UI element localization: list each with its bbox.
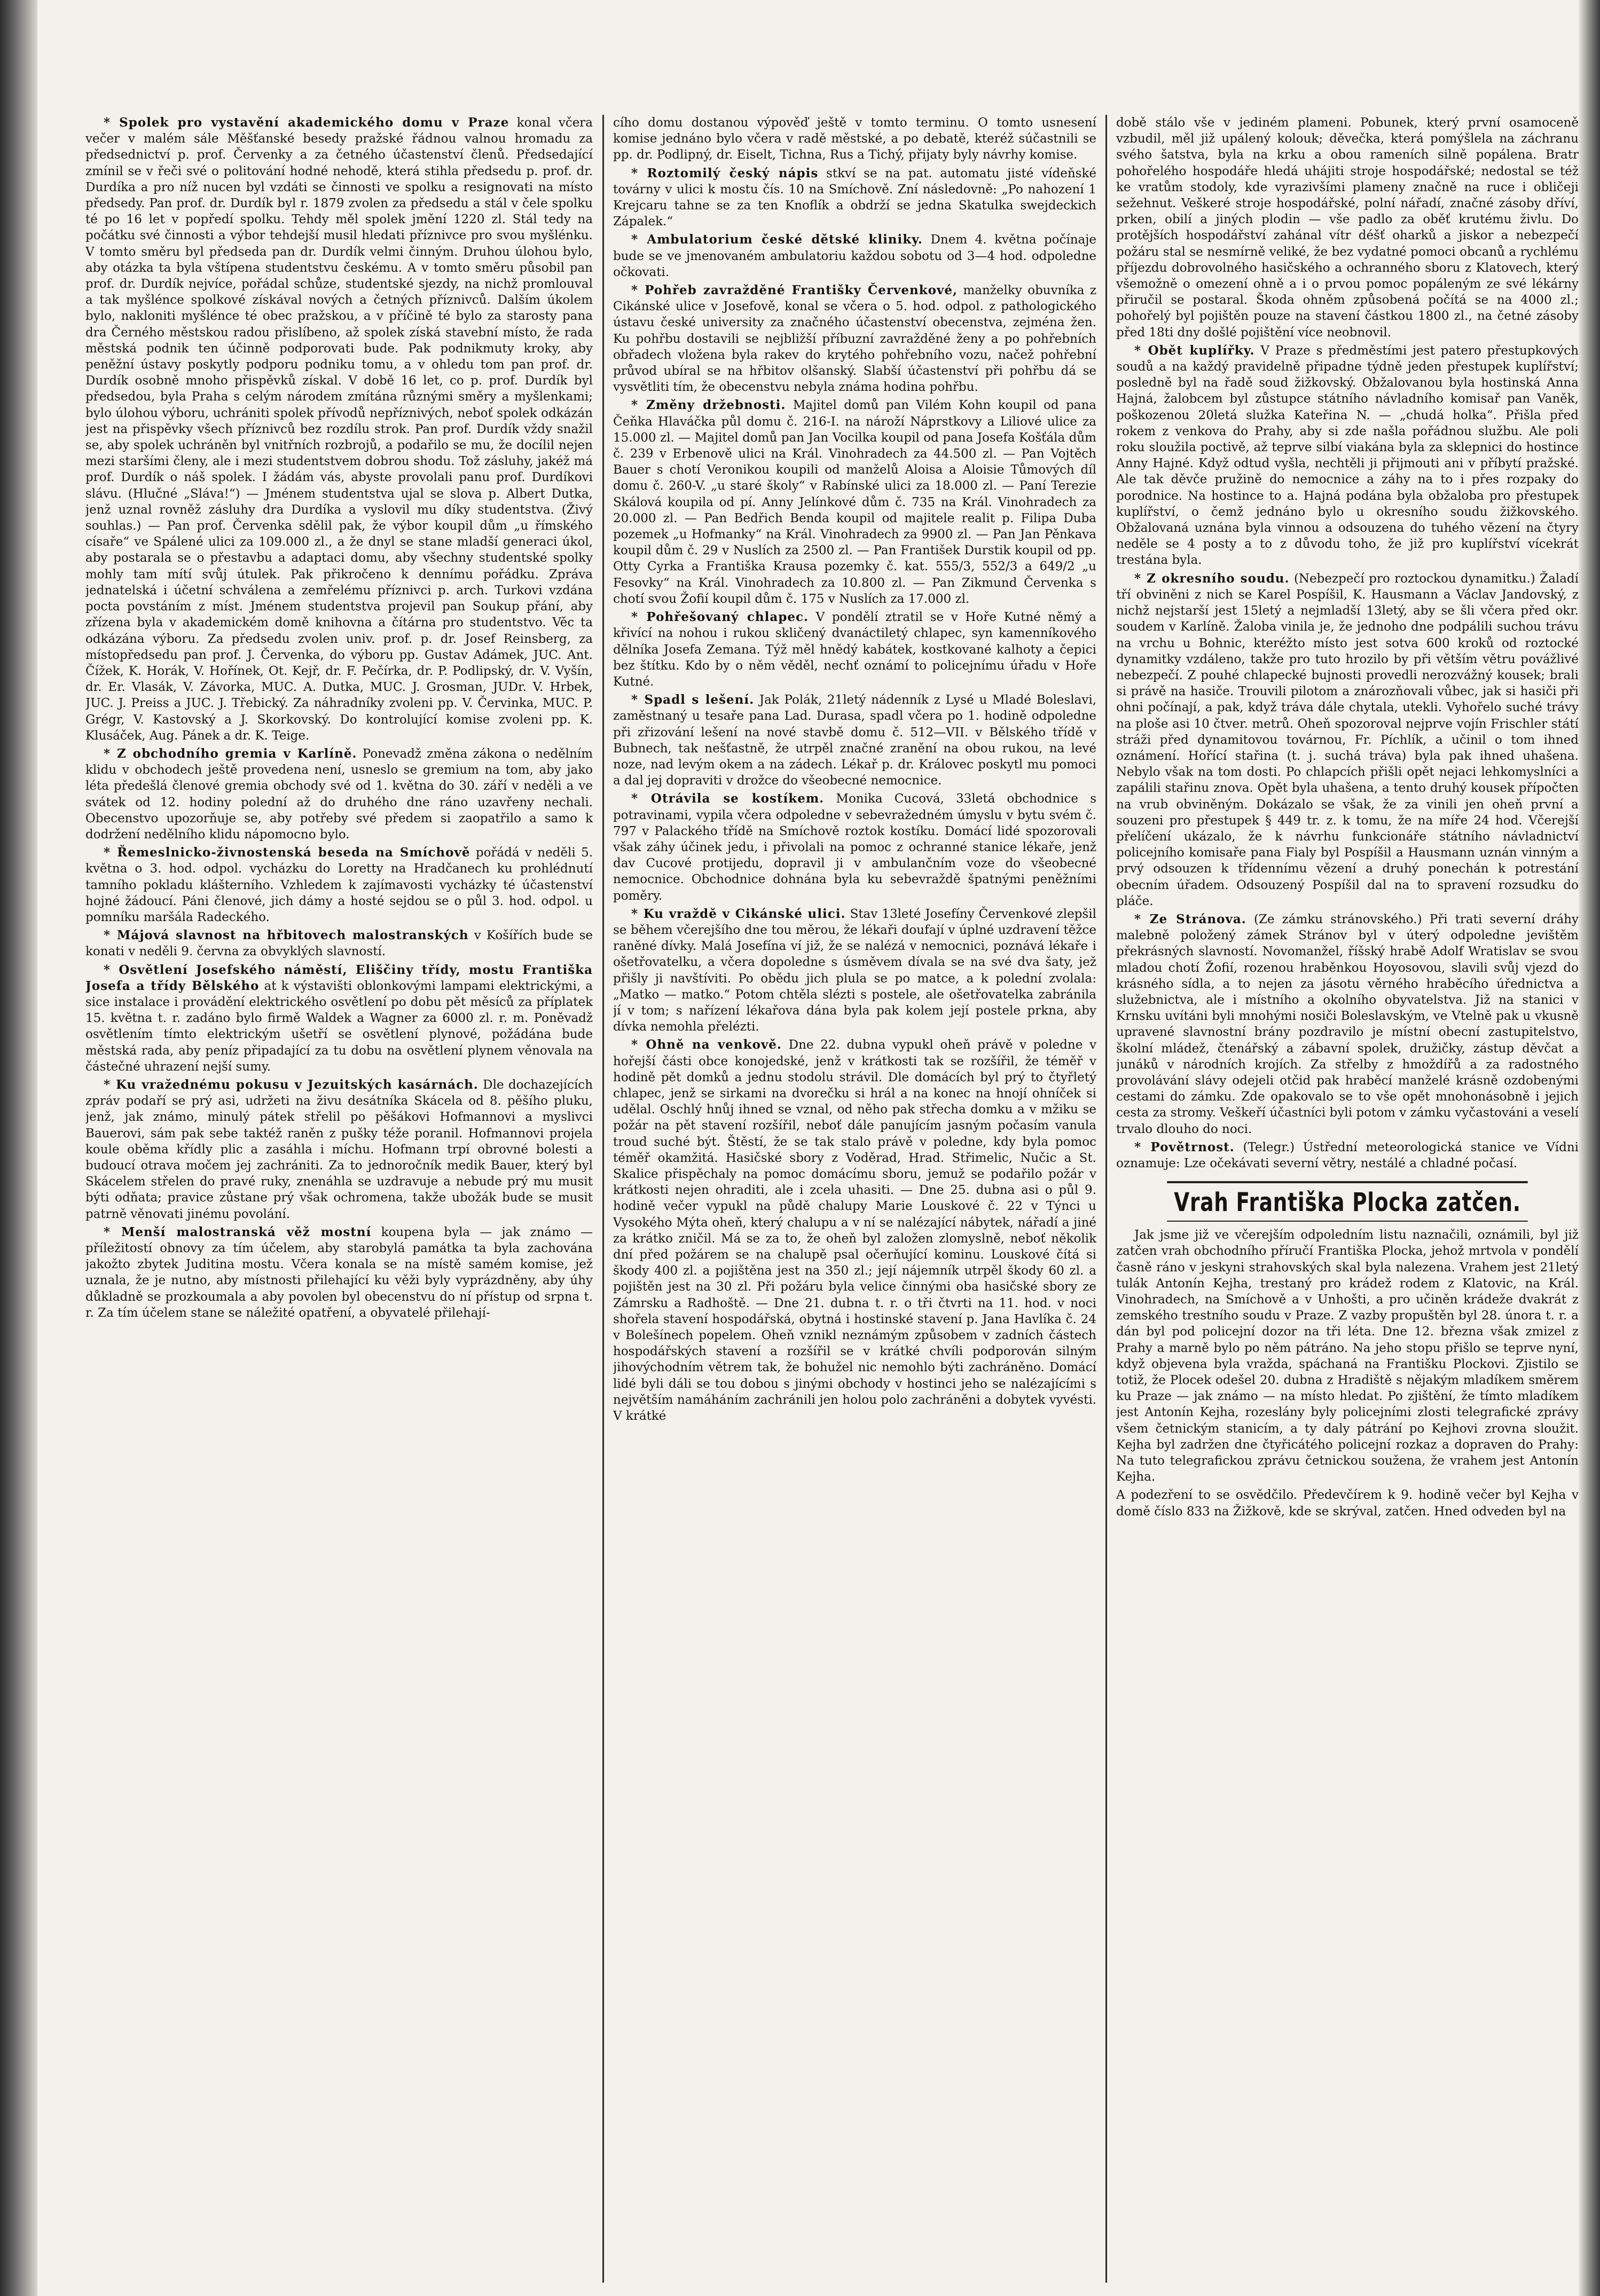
article [613, 1037, 1096, 1424]
article [1116, 571, 1579, 909]
article-text: Dnem 4. května počínaje bude se ve jmenovaném ambulatoriu každou sobotu od 3—4 hod. odpoledne očkovati. [613, 233, 1096, 279]
article-text: V pondělí ztratil se v Hoře Kutné němý a křivící na nohou i rukou skličený dvanáctiletý chlapec, syn kamenníkového dělníka Josefa Zemana. Týž měl hnědý kabátek, kostkované kalhoty a čepici bez štítku. Kdo by o něm věděl, nechť oznámí to policejnímu úřadu v Hoře Kutné. [613, 610, 1096, 689]
article [613, 232, 1096, 280]
article [613, 609, 1096, 690]
article-headline: * Řemeslnicko-živnostenská beseda na Smíchově [104, 845, 470, 860]
article-text: A podezření to se osvědčilo. Předevčírem k 9. hodině večer byl Kejha v domě číslo 833 na Žižkově, kde se skrýval, zatčen. Hned odveden byl na [1116, 1488, 1579, 1519]
article [85, 1224, 593, 1321]
article-text: Jak Polák, 21letý nádenník z Lysé u Mladé Boleslavi, zaměstnaný u tesaře pana Lad. Durasa, spadl včera po 1. hodině odpoledne při zřizování lešení na nové stavbě domu č. 512—VII. v Bělského třídě v Bubnech, tak nešťastně, že utrpěl značné zranění na obou rukou, na levé noze, nad levým okem a na zádech. Lékař p. dr. Královec poskytl mu pomoci a dal jej dopraviti v drožce do všeobecné nemocnice. [613, 693, 1096, 788]
article-headline: * Z okresního soudu. [1134, 571, 1290, 586]
article-text: koupena byla — jak známo — příležitostí obnovy za tím účelem, aby starobylá památka ta byla zachována jakožto zbytek Juditina mostu. Včera konala se na místě samém komise, jež uznala, že je nutno, aby místnosti přilehající ku věži byly vyprázdněny, aby úhy důkladně se prozkoumala a aby povolen byl obecenstvu do ní přístup od srpna t. r. Za tím účelem stane se náležité opatření, a obyvatelé přilehají- [85, 1225, 593, 1320]
article-text: Majitel domů pan Vilém Kohn koupil od pana Čeňka Hlaváčka půl domu č. 216-I. na nároží Náprstkovy a Liliové ulice za 15.000 zl. — Majitel domů pan Jan Vocilka koupil od pana Josefa Košťála dům č. 239 v Erbenově ulici na Král. Vinohradech za 44.500 zl. — Pan Vojtěch Bauer s chotí Veronikou koupili od manželů Aloisa a Aloisie Tůmových díl domu č. 260-V. „u staré školy“ v Rabínské ulici za 18.000 zl. — Paní Terezie Skálová koupila od pí. Anny Jelínkové dům č. 735 na Král. Vinohradech za 20.000 zl. — Pan Bedřich Benda koupil od majitele realit p. Filipa Duba pozemek „u Hofmanky“ na Král. Vinohradech za 9900 zl. — Pan Jan Pěnkava koupil dům č. 29 v Nuslích za 2500 zl. — Pan František Durstik koupil od pp. Otty Cyrka a Františka Krausa pozemky č. kat. 555/3, 552/3 a 649/2 „u Fesovky“ na Král. Vinohradech za 10.800 zl. — Pan Zikmund Červenka s chotí svou Žofií koupil dům č. 175 v Nuslích za 17.000 zl. [613, 398, 1096, 606]
article-headline: * Povětrnost. [1134, 1140, 1235, 1154]
article-text: stkví se na pat. automatu jisté vídeňské továrny v ulici k mostu čís. 10 na Smíchově. Zní následovně: „Po nahození 1 Krejcaru tahne se za ten Knoflík a obdrží se jedna Skatulka swejdeckich Zápalek.“ [613, 166, 1096, 229]
article-text: konal včera večer v malém sále Měšťanské besedy pražské řádnou valnou hromadu za předsednictví p. prof. Červenky a za četného účastenství členů. Předsedající zmínil se v řeči své o politování hodné nehodě, která stihla předsedu p. prof. dr. Durdíka a pro níž nucen byl vzdáti se činnosti ve spolku a resignovati na místo předsedy. Pan prof. dr. Durdík byl r. 1879 zvolen za předsedu a stál v čele spolku té po 16 let v popředí spolku. Tehdy měl spolek jmění 1220 zl. Stál tedy na počátku své činnosti a výbor tehdejší musil hledati příznivce pro svou myšlénku. V tomto směru byl předseda pan dr. Durdík velmi činným. Druhou úlohou bylo, aby otázka ta byla vštípena studentstvu českému. A v tomto směru působil pan prof. dr. Durdík nejvíce, pořádal schůze, studentské sjezdy, na nichž promlouval a tak myšlénce spolkové získával nových a četných příznivců. Dalším úkolem bylo, nakloniti myšlénce té obec pražskou, a v příčině té bylo za starosty pana dra Černého městskou radou přislíbeno, až spolek získá stavební místo, že rada městská podnik ten účinně podporovati bude. Pak podnikmuty kroky, aby peněžní ústavy poskytly podporu podniku tomu, a v ohledu tom pan prof. dr. Durdík osobně mnoho přispěvků získal. V době 16 let, co p. prof. Durdík byl předsedou, byla Praha s celým národem zmítána různými směry a myšlenkami; bylo úlohou výboru, uchrániti spolek přívodů nepříznivých, neboť spolek odkázán jest na přispěvky všech příznivců bez rozdílu strok. Pan prof. Durdík vždy snažil se, aby spolek uchráněn byl vnitřních rozbrojů, a podařilo se mu, že docílil nejen mezi staršími členy, ale i mezi studentstvem dobrou shodu. Tož zásluhy, jakéž má prof. Durdík o náš spolek. I žádám vás, abyste provolali panu prof. Durdíkovi slávu. (Hlučné „Sláva!“) — Jménem studentstva ujal se slova p. Albert Dutka, jenž uznal rovněž zásluhy dra Durdíka a vyslovil mu díky studentstva. (Živý souhlas.) — Pan prof. Červenka sdělil pak, že výbor koupil dům „u římského císaře“ ve Spálené ulici za 109.000 zl., a že dnyl se stane mladší generaci úkol, aby postarala se o přestavbu a adaptaci domu, aby všechny studentské spolky mohly tam mítí svůj útulek. Pak přikročeno k dennímu pořádku. Zpráva jednatelská i účetní schválena a zemřelému příznivci p. arch. Turkovi vzdána pocta povstáním z míst. Jménem studentstva projevil pan Soukup přání, aby zřízena byla v akademickém domě knihovna a čítárna pro studentstvo. Věc ta odkázána výboru. Za předsedu zvolen univ. prof. p. dr. Josef Reinsberg, za místopředsedu pan prof. J. Červenka, do výboru pp. Gustav Adámek, JUC. Ant. Čížek, K. Horák, V. Hořínek, Ot. Kejř, dr. F. Pečírka, dr. P. Podlipský, dr. V. Vyšín, dr. Er. Vlasák, V. Závorka, MUC. A. Dutka, MUC. J. Grosman, JUDr. V. Hrbek, JUC. J. Preiss a JUC. J. Třebický. Za náhradníky zvoleni pp. V. Červinka, MUC. P. Grégr, V. Kastovský a J. Skorkovský. Do kontrolující komise zvoleni pp. K. Klusáček, Aug. Pánek a dr. K. Teige. [85, 116, 593, 743]
article-continuation [613, 115, 1096, 163]
article-text: době stálo vše v jediném plameni. Pobunek, který první osamoceně vzbudil, měl již upálený kolouk; děvečka, která pomýšlela na záchranu svého šatstva, byla na krku a obou rameních silně popálena. Bratr pohořelého hospodáře hledá uhájiti stroje hospodářské; nedostal se též ke vratům stodoly, kde vyrazivšími plameny značně na ruce i obličeji sežehnut. Veškeré stroje hospodářské, polní nářadí, značné zásoby dříví, prken, obilí a jiných plodin — vše padlo za oběť krutému živlu. Do protějších hospodářství zahánal vítr déšť oharků a jiskor a nebezpečí požáru stal se nesmírně veliké, že bez vydatné pomoci obcanů a rychlému příjezdu dobrovolného hasičského a ochranného sboru z Klatovech, který všemožně o omezení ohně a i o prvou pomoc popáleným ze své lékárny přiručil se postaral. Škoda ohněm způsobená počítá se na 4000 zl.; pohořelý byl pojištěn pouze na stavení částkou 1800 zl., na četné zásoby před 18ti dny došlé pojištění více neobnovil. [1116, 116, 1579, 340]
page-binding-shadow [0, 0, 37, 2296]
article-body [1116, 1227, 1579, 1485]
article-headline: * Ze Stránova. [1134, 912, 1246, 926]
article [85, 115, 593, 744]
article-headline: * Spadl s lešení. [631, 693, 754, 707]
column-rule [1105, 115, 1107, 2283]
article-headline: * Pohřeb zavražděné Františky Červenkové, [631, 283, 958, 297]
article-text: manželky obuvníka z Cikánské ulice v Josefově, konal se včera o 5. hod. odpol. z pathologického ústavu české university za značného účastenství obecenstva, zejména žen. Ku pohřbu dostavili se nejbližší příbuzní zavražděné ženy a po pohřebních obřadech vložena byla rakev do krytého pohřebního vozu, načež pohřební průvod ubíral se na hřbitov olšanský. Slabší účastenství při pohřbu dá se vysvětliti tím, že obecenstvu nebyla známa hodina pohřbu. [613, 284, 1096, 395]
article-headline: * Ku vražednému pokusu v Jezuitských kasárnách. [104, 1078, 479, 1092]
column-3 [1116, 115, 1579, 2283]
article-text: V Praze s předměstími jest patero přestupkových soudů a na každý pravidelně připadne týdně jeden přestupek kuplířství; posledně byl na řadě soud žižkovský. Obžalovanou byla hostinská Anna Hajná, žalobcem byl zůstupce státního návladního komisař pan Vaněk, poškozenou 20letá služka Kateřina N. — „chudá holka“. Přišla před rokem z venkova do Prahy, aby si zde našla pořádnou službu. Ale poli roku sloužila poctivě, až teprve silbí viakána byla za sklepnici do hostince Anny Hajné. Když odtud vyšla, nechtěli ji přijmouti ani v příbytí pražské. Ale tak děvče pružině do nemocnice a záhy na to i přes rozpaky do porodnice. Na hostince to a. Hajná podána byla obžaloba pro přestupek kuplířství, o čemž jednáno bylo u okresního soudu žižkovského. Obžalovaná uznána byla vinnou a odsouzena do tuhého vězení na čtyry neděle se 4 posty a to z důvodu toho, že již pro kuplířství vícekrát trestána byla. [1116, 343, 1579, 568]
article-headline: * Obět kuplířky. [1134, 343, 1254, 358]
article-headline: * Ohně na venkově. [631, 1037, 782, 1052]
article [613, 791, 1096, 903]
article-text: pořádá v neděli 5. května o 3. hod. odpol. vycházku do Loretty na Hradčanech ku prohlédnutí tamního pokladu klášterního. Vzhledem k zajímavosti vycházky té účastenství hojné žádoucí. Páni členové, jich dámy a hosté sejdou se o půl 3. hod. odpol. u pomníku maršála Radeckého. [85, 846, 593, 924]
article-headline: * Osvětlení Josefského náměstí, Eliščiny třídy, mostu Františka Josefa a třídy Bělského [85, 963, 593, 993]
article [85, 845, 593, 925]
article-text: Stav 13leté Josefíny Červenkové zlepšil se během včerejšího dne tou měrou, že lékaři doufají v úplné uzdravení těžce raněné dívky. Malá Josefína ví již, že se nalézá v nemocnici, poznává lékaře i ošetřovatelku, a včera dopoledne s úsměvem dívala se na své dva šaty, jež přišly ji navštíviti. Po obědu jich plula se po matce, a k polední zvolala: „Matko — matko.“ Potom chtěla slézti s postele, ale ošetřovatelka zabránila jí v tom; s nařízení lékařova dána byla pak kolem její postele prkna, aby dívka nemohla přelézti. [613, 907, 1096, 1034]
article [85, 1077, 593, 1222]
article-text: Jak jsme již ve včerejším odpoledním listu naznačili, oznámili, byl již zatčen vrah obchodního příručí Františka Plocka, jehož mrtvola v pondělí časně ráno v jeskyni strahovských skal byla nalezena. Vrahem jest 21letý tulák Antonín Kejha, trestaný pro krádež rodem z Klatovic, na Král. Vinohradech, na Smíchově a v Unhošti, a pro učiněn krádeže dvakrát z zemského trestního soudu v Praze. Z vazby propuštěn byl 28. února t. r. a dán byl pod policejní dozor na tři léta. Dne 12. března však zmizel z Prahy a marně bylo po něm pátráno. Na jeho stopu přišlo se teprve nyní, když objevena byla vražda, spáchaná na Františku Plockovi. Zjistilo se totiž, že Plocek odešel 20. dubna z Hradiště s nějakým mladíkem směrem ku Praze — jak známo — na místo hledat. Po zjištění, že tímto mladíkem jest Antonín Kejha, rozeslány byly policejními zlosti telegrafické zprávy všem četnickým stanicím, a ty daly pátrání po Kejhovi zrovna sloužit. Kejha byl zadržen dne čtyřicátého policejní rozkaz a dopraven do Prahy: Na tuto telegrafickou zprávu četnickou soužena, že vrahem jest Antonín Kejha. [1116, 1228, 1579, 1484]
article [85, 962, 593, 1075]
article [613, 166, 1096, 230]
page-edge-shadow [1579, 0, 1600, 2296]
article [613, 692, 1096, 789]
article-text: Dle dochazejících zpráv podaří se prý asi, udržeti na živu desátníka Skácela od 8. pěšího pluku, jenž, jak známo, minulý pátek střelil po pěšákovi Hofmannovi a myslivci Bauerovi, sám pak sebe taktéž raněn z pušky téže poranil. Hofmannovi projela koule oběma křídly plic a zasáhla i míchu. Hofmann trpí obrovné bolesti a budoucí otrava močem jej zachrániti. Za to jednoročník medik Bauer, který byl Skácelem střelen do pravé ruky, znenáhla se uzdravuje a nebude prý mu musit býti odňata; pravice zůstane prý však ochromena, takže ubožák bude se musit patrně věnovati jinému povolání. [85, 1078, 593, 1221]
article-text: (Ze zámku stránovského.) Při trati severní dráhy malebně položený zámek Stránov byl v úterý odpoledne jevištěm překrásných slavností. Novomanžel, říšský hrabě Adolf Wratislav se svou mladou chotí Žofií, rozenou hraběnkou Hoyosovou, slavili svůj vjezd do krásného sídla, a to nejen za jásotu věrného hraběcího úřednictva a služebnictva, ale i místního a okolního obyvatelstva. Již na stanici v Krnsku uvítáni byli mnohými nosiči Boleslavským, ve Vtelně pak u vkusně upravené slavnostní brány pozdravilo je místní obecní zastupitelstvo, školní mládež, čtenářský a zábavní spolek, družičky, zástup děvčat a junáků v národních krojích. Za střelby z hmoždířů a za radostného provolávání slávy odejeli otčid pak hraběcí manželé krásně ozdobenými cestami do zámku. Zde opakovalo se to vše opět mnohonásobně i jejich cesta za stromy. Veškeří účastníci byli potom v zámku vyčastováni a veselí trvalo dlouho do noci. [1116, 912, 1579, 1136]
article-text: at k výstavišti oblonkovými lampami elektrickými, a sice instalace i provádění elektrického osvětlení po dobu pět měsíců za příplatek 15. května t. r. zadáno bylo firmě Waldek a Wagner za 6000 zl. r. m. Poněvadž osvětlením tímto elektrickým ušetří se osvětlení plynové, požádána bude městská rada, aby peníz připadající za tu dobu na osvětlení plynem věnovala na částečné uhrazení nejší sumy. [85, 979, 593, 1074]
column-rule [602, 115, 604, 2283]
article-headline: * Pohřešovaný chlapec. [631, 610, 809, 624]
article-headline: * Májová slavnost na hřbitovech malostranských [104, 928, 469, 942]
article-text: (Nebezpečí pro roztockou dynamitku.) Žaladí tří obviněni z nich se Karel Pospíšil, K. Hausmann a Václav Jandovský, z nichž nejstarší jest 15letý a nejmladší 13letý, aby se šli včera před okr. soudem v Karlíně. Žaloba vinila je, že jednoho dne podpálili suchou trávu na vrchu u Bohnic, kteréžto místo jest sotva 600 kroků od roztocké dynamitky vzdáleno, takže pro tuto hrozilo by při větším větru povážlivé nebezpečí. Z pouhé chlapecké bujnosti provedli nerozvážný kousek; brali si právě na hasiče. Trouvili pilotom a znározňovali vůbec, jak si hasiči při ohni počínají, a pak, když tráva dále chytala, utekli. Vyhořelo suché trávy na ploše asi 10 čtver. metrů. Oheň spozoroval nejprve vojín Frischler státí stráži před dynamitovou továrnou, Fr. Píchlík, a učinil o tom ihned oznámení. Hořící stařina (t. j. suchá tráva) byla pak ihned uhašena. Nebylo však na tom dosti. Po chlapcích přišli opět nejaci lehkomyslníci a zapálili stařinu znova. Opět byla uhašena, a tento druhý kousek přípočten na vrub obviněným. Dokázalo se však, že za vinili jen oheň první a souzeni pro přestupek § 449 tr. z. k tomu, že na míře 24 hod. Včerejší přelíčení ukázalo, že k návrhu funkcionáře státního návladnictví policejního komisaře pana Fialy byl Pospíšil a Hausmann uznán vinným a prvý odsouzen k třídennímu vězení a druhý ponechán k potrestání obecním úřadem. Odsouzený Pospíšil dal na to spravení rozsudku do pláče. [1116, 571, 1579, 908]
article [613, 282, 1096, 395]
article-text: Ponevadž změna zákona o nedělním klidu v obchodech ještě provedena není, usneslo se gremium na tom, aby jako léta předešlá členové gremia obchody své od 1. května do 30. září v neděli a ve svátek od 12. hodiny polední až do druhého dne ráno uzavřeny nechali. Obecenstvo upozorňuje se, aby potřeby své předem si zaopatřilo a samo k dodržení nedělního klidu nápomocno bylo. [85, 746, 593, 842]
article-text: Monika Cucová, 33letá obchodnice s potravinami, vypila včera odpoledne v sebevražedném úmyslu v bytu svém č. 797 v Palackého třídě na Smíchově roztok kostíku. Domácí lidé spozorovali však záhy účinek jedu, i přivolali na pomoc z ochranné stanice lékaře, jenž dav Cucové protijedu, dopravil ji v ambulančním voze do všeobecné nemocnice. Obchodnice dohnána byla ku sebevraždě špatnými peněžními poměry. [613, 792, 1096, 903]
article-headline: * Roztomilý český nápis [631, 166, 818, 180]
article-continuation [1116, 1487, 1579, 1519]
article-continuation [1116, 115, 1579, 341]
article [1116, 1139, 1579, 1171]
article-text: v Košířích bude se konati v neděli 9. června za obvyklých slavností. [85, 929, 593, 959]
article-headline: * Ku vraždě v Cikánské ulici. [631, 907, 846, 921]
article-text: (Telegr.) Ústřední meteorologická stanice ve Vídni oznamuje: Lze očekávati severní větry, nestálé a chladné počasí. [1116, 1140, 1579, 1170]
article-text: cího domu dostanou výpověď ještě v tomto terminu. O tomto usnesení komise jednáno bylo včera v radě městské, a po debatě, kteréž súčastnili se pp. dr. Podlipný, dr. Eiselt, Tichna, Rus a Tichý, přijaty byly návrhy komise. [613, 116, 1096, 162]
article-headline: * Z obchodního gremia v Karlíně. [104, 746, 357, 761]
article [1116, 911, 1579, 1137]
article-headline: * Otrávila se kostíkem. [631, 791, 824, 806]
article [613, 906, 1096, 1035]
article-headline: * Menší malostranská věž mostní [104, 1225, 371, 1239]
article [1116, 343, 1579, 569]
article-headline: * Změny držebnosti. [631, 398, 786, 412]
article-headline: * Ambulatorium české dětské kliniky. [631, 232, 923, 247]
column-2 [613, 115, 1096, 2283]
article [85, 927, 593, 960]
article-headline-large: Vrah Františka Plocka zatčen. [1167, 1181, 1527, 1222]
article-text: Dne 22. dubna vypukl oheň právě v poledne v hořejší části obce konojedské, jenž v krátkosti tak se rozšířil, že téměř v hodině pět domků a jednu stodolu strávil. Dle domácích byl prý to čtyřletý chlapec, jenž se sirkami na dvorečku si hrál a na konec na hnojí ohníček si udělal. Oschlý hnůj ihned se vznal, od něho pak střecha domku a v mžiku se požár na pět stavení rozšířil, neboť dále panujícím jasným počasím vanula troud suché být. Štěstí, že se tak stalo právě v poledne, kdy byla pomoc téměř okamžitá. Hasičské sbory z Voděrad, Hrad. Střimelic, Nučic a St. Skalice přispěchaly na pomoc domácímu sboru, jemuž se podařilo požár v krátkosti nejen ohraditi, ale i zcela uhasiti. — Dne 25. dubna asi o půl 9. hodině večer vypukl na půdě chalupy Marie Louskové č. 22 v Týnci u Vysokého Mýta oheň, který chalupu a v ní se nalézající nábytek, nářadí a jiné za krátko zničil. Má se za to, že oheň byl založen zlomyslně, neboť několik dní před požárem se na chalupě psal očerňující kominu. Louskové čítá si škody 400 zl. a pojištěna jest na 350 zl.; její nájemník utrpěl škody 60 zl. a pojištěn jest na 30 zl. Při požáru byla velice činnými oba hasičské sbory ze Zámrsku a Radhoště. — Dne 21. dubna t. r. o tři čtvrti na 11. hod. v noci shořela stavení hospodářská, obytná i hostinské stavení p. Jana Havlíka č. 24 v Bolešínech popelem. Oheň vznikl neznámým způsobem v zadních částech hospodářských stavení a rozšířil se v krátké chvíli podporován silným jihovýchodním větrem tak, že bohužel nic nemohlo býti zachráněno. Domácí lidé byli dáli se tou dobou s jinými obchody v hostinci jeho se nalézajícími s největším namáháním zachránili jen holou polo zachráněni a dobytek vyvésti. V krátké [613, 1038, 1096, 1424]
article-headline: * Spolek pro vystavění akademického domu v Praze [104, 115, 509, 130]
column-1 [85, 115, 593, 2283]
article [613, 397, 1096, 607]
article [85, 746, 593, 843]
